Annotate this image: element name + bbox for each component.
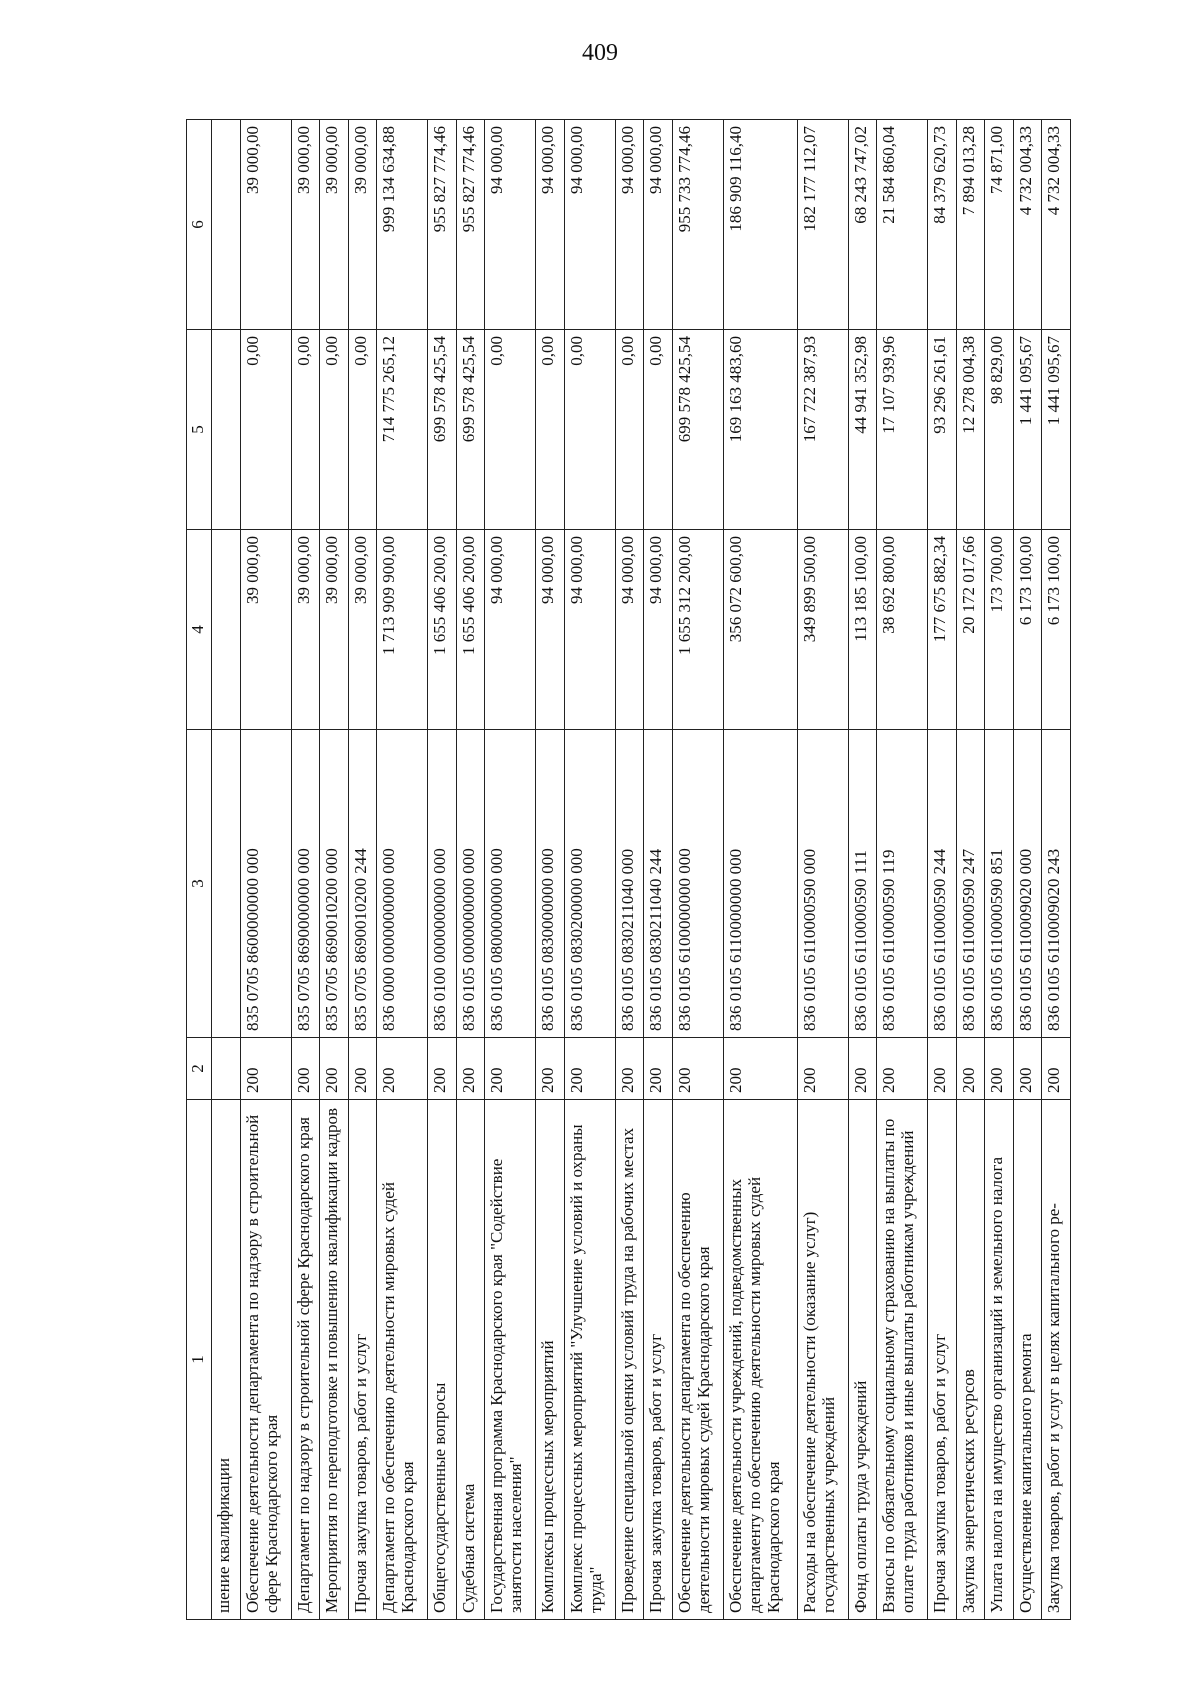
line-code-cell: 200 [672, 1038, 723, 1100]
unexecuted-cell: 39 000,00 [240, 120, 291, 330]
budget-code-cell: 836 0105 0000000000 000 [456, 730, 485, 1038]
approved-cell: 39 000,00 [291, 530, 320, 730]
line-code-cell: 200 [723, 1038, 797, 1100]
executed-cell: 12 278 004,38 [956, 330, 985, 530]
table-row [615, 120, 644, 1620]
unexecuted-cell: 74 871,00 [985, 120, 1014, 330]
column-header: 3 [187, 730, 212, 1038]
unexecuted-cell: 955 827 774,46 [456, 120, 485, 330]
line-code-cell: 200 [928, 1038, 957, 1100]
unexecuted-cell: 4 732 004,33 [1042, 120, 1071, 330]
unexecuted-cell: 94 000,00 [644, 120, 673, 330]
executed-cell: 0,00 [536, 330, 565, 530]
row-name-cell: Мероприятия по переподготовке и повышению квалификации кадров [320, 1100, 349, 1620]
unexecuted-cell: 4 732 004,33 [1013, 120, 1042, 330]
unexecuted-cell: 999 134 634,88 [377, 120, 428, 330]
unexecuted-cell [212, 120, 241, 330]
unexecuted-cell: 955 827 774,46 [428, 120, 457, 330]
approved-cell: 39 000,00 [348, 530, 377, 730]
executed-cell: 0,00 [615, 330, 644, 530]
executed-cell: 699 578 425,54 [456, 330, 485, 530]
approved-cell [212, 530, 241, 730]
approved-cell: 113 185 100,00 [848, 530, 877, 730]
row-name-cell: Уплата налога на имущество организаций и земельного налога [985, 1100, 1014, 1620]
budget-code-cell: 835 0705 8690010200 000 [320, 730, 349, 1038]
executed-cell: 98 829,00 [985, 330, 1014, 530]
unexecuted-cell: 182 177 112,07 [797, 120, 848, 330]
executed-cell: 0,00 [291, 330, 320, 530]
approved-cell: 94 000,00 [536, 530, 565, 730]
approved-cell: 20 172 017,66 [956, 530, 985, 730]
budget-code-cell: 836 0105 6110000590 119 [877, 730, 928, 1038]
unexecuted-cell: 39 000,00 [348, 120, 377, 330]
approved-cell: 39 000,00 [320, 530, 349, 730]
budget-code-cell: 836 0105 6110000000 000 [723, 730, 797, 1038]
executed-cell: 0,00 [485, 330, 536, 530]
row-name-cell: Проведение специальной оценки условий труда на рабочих местах [615, 1100, 644, 1620]
budget-code-cell: 836 0105 6110000590 851 [985, 730, 1014, 1038]
budget-code-cell: 836 0105 0830200000 000 [564, 730, 615, 1038]
budget-code-cell: 836 0105 0830211040 000 [615, 730, 644, 1038]
line-code-cell: 200 [240, 1038, 291, 1100]
unexecuted-cell: 68 243 747,02 [848, 120, 877, 330]
line-code-cell: 200 [797, 1038, 848, 1100]
table-row [877, 120, 928, 1620]
unexecuted-cell: 84 379 620,73 [928, 120, 957, 330]
approved-cell: 94 000,00 [615, 530, 644, 730]
table-row [723, 120, 797, 1620]
approved-cell: 1 655 312 200,00 [672, 530, 723, 730]
approved-cell: 173 700,00 [985, 530, 1014, 730]
executed-cell: 1 441 095,67 [1042, 330, 1071, 530]
line-code-cell: 200 [877, 1038, 928, 1100]
column-header: 2 [187, 1038, 212, 1100]
approved-cell: 177 675 882,34 [928, 530, 957, 730]
line-code-cell [212, 1038, 241, 1100]
unexecuted-cell: 21 584 860,04 [877, 120, 928, 330]
row-name-cell: Государственная программа Краснодарского края "Содействие занятости населения" [485, 1100, 536, 1620]
budget-code-cell [212, 730, 241, 1038]
row-name-cell: Закупка энергетических ресурсов [956, 1100, 985, 1620]
executed-cell: 699 578 425,54 [672, 330, 723, 530]
page-number: 409 [582, 40, 618, 66]
approved-cell: 38 692 800,00 [877, 530, 928, 730]
executed-cell: 44 941 352,98 [848, 330, 877, 530]
row-name-cell: Департамент по надзору в строительной сфере Краснодарского края [291, 1100, 320, 1620]
row-name-cell: шение квалификации [212, 1100, 241, 1620]
row-name-cell: Прочая закупка товаров, работ и услуг [348, 1100, 377, 1620]
unexecuted-cell: 39 000,00 [291, 120, 320, 330]
approved-cell: 1 713 909 900,00 [377, 530, 428, 730]
budget-code-cell: 836 0105 0800000000 000 [485, 730, 536, 1038]
budget-code-cell: 836 0105 6110000590 111 [848, 730, 877, 1038]
line-code-cell: 200 [1042, 1038, 1071, 1100]
line-code-cell: 200 [291, 1038, 320, 1100]
approved-cell: 356 072 600,00 [723, 530, 797, 730]
unexecuted-cell: 186 909 116,40 [723, 120, 797, 330]
budget-code-cell: 835 0705 8690000000 000 [291, 730, 320, 1038]
unexecuted-cell: 94 000,00 [564, 120, 615, 330]
row-name-cell: Расходы на обеспечение деятельности (оказание услуг) государственных учреждений [797, 1100, 848, 1620]
row-name-cell: Общегосударственные вопросы [428, 1100, 457, 1620]
row-name-cell: Обеспечение деятельности департамента по обеспечению деятельности мировых судей Краснодарского края [672, 1100, 723, 1620]
table-row [797, 120, 848, 1620]
table-row [848, 120, 877, 1620]
approved-cell: 94 000,00 [564, 530, 615, 730]
line-code-cell: 200 [485, 1038, 536, 1100]
budget-code-cell: 836 0100 0000000000 000 [428, 730, 457, 1038]
line-code-cell: 200 [985, 1038, 1014, 1100]
executed-cell: 93 296 261,61 [928, 330, 957, 530]
row-name-cell: Судебная система [456, 1100, 485, 1620]
executed-cell: 0,00 [320, 330, 349, 530]
budget-code-cell: 836 0105 6110000590 244 [928, 730, 957, 1038]
executed-cell: 699 578 425,54 [428, 330, 457, 530]
executed-cell [212, 330, 241, 530]
table-row [536, 120, 565, 1620]
executed-cell: 0,00 [644, 330, 673, 530]
row-name-cell: Прочая закупка товаров, работ и услуг [928, 1100, 957, 1620]
line-code-cell: 200 [536, 1038, 565, 1100]
unexecuted-cell: 39 000,00 [320, 120, 349, 330]
budget-code-cell: 836 0105 6110000590 000 [797, 730, 848, 1038]
approved-cell: 94 000,00 [485, 530, 536, 730]
row-name-cell: Обеспечение деятельности департамента по надзору в строительной сфере Краснодарского края [240, 1100, 291, 1620]
column-header: 5 [187, 330, 212, 530]
header-row [187, 120, 212, 1620]
table-row [240, 120, 291, 1620]
row-name-cell: Обеспечение деятельности учреждений, подведомственных департаменту по обеспечению деятельности мировых судей Краснодарского края [723, 1100, 797, 1620]
line-code-cell: 200 [615, 1038, 644, 1100]
row-name-cell: Фонд оплаты труда учреждений [848, 1100, 877, 1620]
line-code-cell: 200 [456, 1038, 485, 1100]
row-name-cell: Прочая закупка товаров, работ и услуг [644, 1100, 673, 1620]
approved-cell: 1 655 406 200,00 [428, 530, 457, 730]
unexecuted-cell: 955 733 774,46 [672, 120, 723, 330]
budget-code-cell: 835 0705 8690010200 244 [348, 730, 377, 1038]
line-code-cell: 200 [320, 1038, 349, 1100]
unexecuted-cell: 94 000,00 [485, 120, 536, 330]
line-code-cell: 200 [848, 1038, 877, 1100]
budget-code-cell: 836 0105 0830211040 244 [644, 730, 673, 1038]
budget-table-body [212, 120, 1071, 1620]
line-code-cell: 200 [956, 1038, 985, 1100]
executed-cell: 169 163 483,60 [723, 330, 797, 530]
executed-cell: 0,00 [564, 330, 615, 530]
unexecuted-cell: 94 000,00 [536, 120, 565, 330]
executed-cell: 0,00 [348, 330, 377, 530]
table-row [320, 120, 349, 1620]
line-code-cell: 200 [644, 1038, 673, 1100]
approved-cell: 6 173 100,00 [1042, 530, 1071, 730]
table-row [1042, 120, 1071, 1620]
approved-cell: 349 899 500,00 [797, 530, 848, 730]
line-code-cell: 200 [348, 1038, 377, 1100]
row-name-cell: Комплекс процессных мероприятий "Улучшение условий и охраны труда" [564, 1100, 615, 1620]
executed-cell: 17 107 939,96 [877, 330, 928, 530]
line-code-cell: 200 [428, 1038, 457, 1100]
row-name-cell: Департамент по обеспечению деятельности мировых судей Краснодарского края [377, 1100, 428, 1620]
table-row [456, 120, 485, 1620]
table-row [1013, 120, 1042, 1620]
executed-cell: 0,00 [240, 330, 291, 530]
table-row [672, 120, 723, 1620]
executed-cell: 167 722 387,93 [797, 330, 848, 530]
table-row [428, 120, 457, 1620]
row-name-cell: Комплексы процессных мероприятий [536, 1100, 565, 1620]
budget-code-cell: 836 0105 6110000590 247 [956, 730, 985, 1038]
table-row [985, 120, 1014, 1620]
budget-code-cell: 835 0705 8600000000 000 [240, 730, 291, 1038]
column-header: 4 [187, 530, 212, 730]
row-name-cell: Закупка товаров, работ и услуг в целях капитального ре- [1042, 1100, 1071, 1620]
budget-table [186, 119, 1071, 1620]
table-row [644, 120, 673, 1620]
approved-cell: 1 655 406 200,00 [456, 530, 485, 730]
executed-cell: 1 441 095,67 [1013, 330, 1042, 530]
table-row [377, 120, 428, 1620]
column-header: 1 [187, 1100, 212, 1620]
line-code-cell: 200 [564, 1038, 615, 1100]
table-row [212, 120, 241, 1620]
rotated-table-container [186, 120, 1071, 1620]
approved-cell: 94 000,00 [644, 530, 673, 730]
table-row [956, 120, 985, 1620]
budget-code-cell: 836 0105 6110009020 000 [1013, 730, 1042, 1038]
column-header: 6 [187, 120, 212, 330]
budget-code-cell: 836 0000 0000000000 000 [377, 730, 428, 1038]
unexecuted-cell: 7 894 013,28 [956, 120, 985, 330]
budget-code-cell: 836 0105 6110009020 243 [1042, 730, 1071, 1038]
approved-cell: 39 000,00 [240, 530, 291, 730]
line-code-cell: 200 [1013, 1038, 1042, 1100]
table-row [485, 120, 536, 1620]
table-row [564, 120, 615, 1620]
executed-cell: 714 775 265,12 [377, 330, 428, 530]
table-row [291, 120, 320, 1620]
budget-code-cell: 836 0105 6100000000 000 [672, 730, 723, 1038]
table-row [348, 120, 377, 1620]
table-row [928, 120, 957, 1620]
row-name-cell: Взносы по обязательному социальному страхованию на выплаты по оплате труда работников и иные выплаты работникам учреждений [877, 1100, 928, 1620]
row-name-cell: Осуществление капитального ремонта [1013, 1100, 1042, 1620]
approved-cell: 6 173 100,00 [1013, 530, 1042, 730]
unexecuted-cell: 94 000,00 [615, 120, 644, 330]
line-code-cell: 200 [377, 1038, 428, 1100]
budget-code-cell: 836 0105 0830000000 000 [536, 730, 565, 1038]
